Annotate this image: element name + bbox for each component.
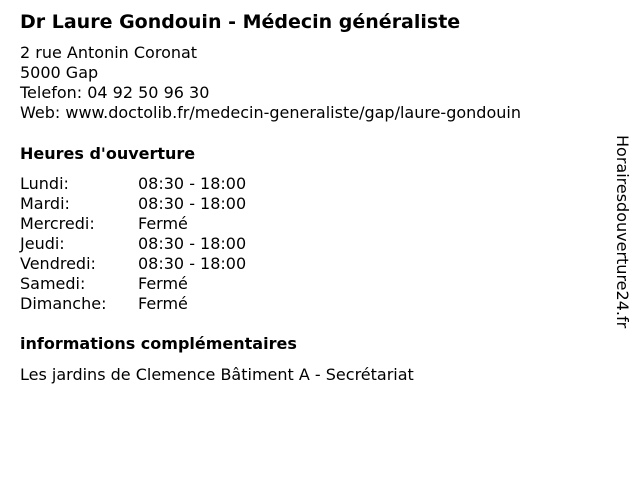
day-label: Mardi: [20, 194, 70, 213]
hours-row-wednesday [20, 214, 188, 234]
time-value: Fermé [138, 294, 188, 313]
site-watermark: Horairesdouverture24.fr [613, 135, 632, 329]
time-value: Fermé [138, 214, 188, 233]
page-title: Dr Laure Gondouin - Médecin généraliste [20, 11, 461, 33]
day-label: Dimanche: [20, 294, 107, 313]
additional-info-text: Les jardins de Clemence Bâtiment A - Secrétariat [20, 365, 414, 384]
hours-row-sunday [20, 294, 188, 314]
day-label: Vendredi: [20, 254, 96, 273]
day-label: Lundi: [20, 174, 69, 193]
day-label: Jeudi: [20, 234, 65, 253]
hours-row-saturday [20, 274, 188, 294]
street-address: 2 rue Antonin Coronat [20, 43, 198, 62]
day-label: Mercredi: [20, 214, 95, 233]
hours-row-tuesday [20, 194, 247, 214]
opening-hours-table [20, 174, 247, 314]
day-label: Samedi: [20, 274, 86, 293]
address-block [20, 43, 521, 123]
additional-info-heading: informations complémentaires [20, 334, 297, 353]
time-value: 08:30 - 18:00 [138, 234, 247, 253]
hours-row-friday [20, 254, 247, 274]
opening-hours-heading: Heures d'ouverture [20, 144, 196, 163]
time-value: Fermé [138, 274, 188, 293]
time-value: 08:30 - 18:00 [138, 254, 247, 273]
phone-number: Telefon: 04 92 50 96 30 [20, 83, 210, 102]
hours-row-monday [20, 174, 247, 194]
hours-row-thursday [20, 234, 247, 254]
website: Web: www.doctolib.fr/medecin-generaliste/gap/laure-gondouin [20, 103, 521, 122]
time-value: 08:30 - 18:00 [138, 194, 247, 213]
time-value: 08:30 - 18:00 [138, 174, 247, 193]
city: 5000 Gap [20, 63, 99, 82]
